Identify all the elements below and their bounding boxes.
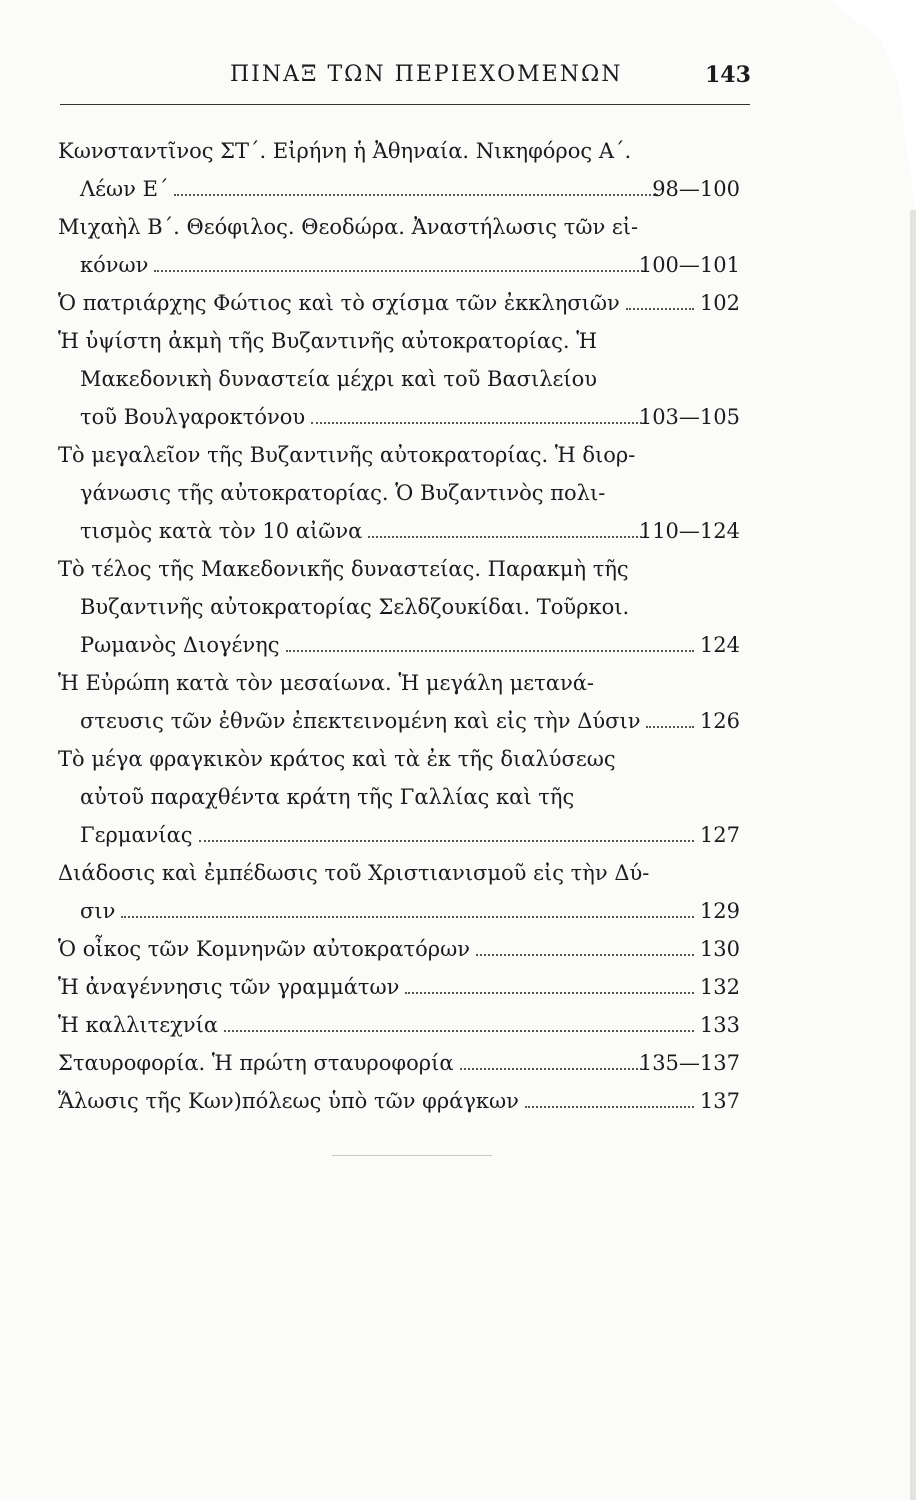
toc-page-ref: 110—124 [638, 519, 740, 543]
toc-line [0, 854, 916, 892]
toc-line [0, 170, 916, 208]
toc-entry [0, 322, 916, 436]
toc-entry [0, 1044, 916, 1082]
toc-entry [0, 208, 916, 284]
toc-page-ref: 132 [699, 975, 740, 999]
toc-entry-text: Τὸ τέλος τῆς Μακεδονικῆς δυναστείας. Παρακμὴ τῆς [58, 557, 629, 581]
toc-line [0, 474, 916, 512]
toc-line [0, 208, 916, 246]
toc-entry [0, 436, 916, 550]
toc-entry-text: Λέων Ε΄ [80, 177, 169, 201]
toc-entry [0, 740, 916, 854]
table-of-contents [0, 132, 916, 1120]
toc-entry-text: στευσις τῶν ἐθνῶν ἐπεκτεινομένη καὶ εἰς τὴν Δύσιν [80, 709, 641, 733]
toc-page-ref: 133 [699, 1013, 740, 1037]
toc-entry-text: τοῦ Βουλγαροκτόνου [80, 405, 306, 429]
toc-page-ref: 127 [699, 823, 740, 847]
toc-line [0, 246, 916, 284]
toc-line [0, 1082, 916, 1120]
toc-page-ref: 130 [699, 937, 740, 961]
dot-leader [311, 422, 646, 424]
dot-leader [154, 270, 646, 272]
toc-entry-text: Ἡ Εὐρώπη κατὰ τὸν μεσαίωνα. Ἡ μεγάλη μετανά- [58, 671, 595, 695]
toc-entry-text: Ἡ ὑψίστη ἀκμὴ τῆς Βυζαντινῆς αὐτοκρατορίας. Ἡ [58, 329, 598, 353]
toc-line [0, 1006, 916, 1044]
toc-line [0, 1044, 916, 1082]
toc-entry [0, 664, 916, 740]
toc-entry-text: Ἡ καλλιτεχνία [58, 1013, 219, 1037]
toc-entry-text: Ρωμανὸς Διογένης [80, 633, 280, 657]
toc-line [0, 702, 916, 740]
toc-line [0, 778, 916, 816]
toc-entry [0, 550, 916, 664]
running-title: ΠΙΝΑΞ ΤΩΝ ΠΕΡΙΕΧΟΜΕΝΩΝ [230, 62, 623, 87]
toc-entry-text: Μιχαὴλ Β΄. Θεόφιλος. Θεοδώρα. Ἀναστήλωσις τῶν εἰ- [58, 215, 639, 239]
toc-line [0, 664, 916, 702]
toc-page-ref: 100—101 [638, 253, 740, 277]
toc-entry-text: τισμὸς κατὰ τὸν 10 αἰῶνα [80, 519, 363, 543]
toc-page-ref: 126 [699, 709, 740, 733]
header-rule [60, 104, 750, 105]
toc-line [0, 550, 916, 588]
toc-page-ref: 98—100 [652, 177, 740, 201]
toc-line [0, 322, 916, 360]
toc-line [0, 360, 916, 398]
toc-entry-text: αὐτοῦ παραχθέντα κράτη τῆς Γαλλίας καὶ τῆς [80, 785, 575, 809]
toc-line [0, 816, 916, 854]
toc-line [0, 132, 916, 170]
toc-page-ref: 103—105 [638, 405, 740, 429]
toc-line [0, 284, 916, 322]
toc-entry-text: Ἅλωσις τῆς Κων)πόλεως ὑπὸ τῶν φράγκων [58, 1089, 519, 1113]
toc-entry-text: Διάδοσις καὶ ἐμπέδωσις τοῦ Χριστιανισμοῦ εἰς τὴν Δύ- [58, 861, 650, 885]
toc-line [0, 512, 916, 550]
toc-entry [0, 132, 916, 208]
toc-entry-text: γάνωσις τῆς αὐτοκρατορίας. Ὁ Βυζαντινὸς πολι- [80, 481, 606, 505]
toc-entry-text: Γερμανίας [80, 823, 193, 847]
toc-page-ref: 137 [699, 1089, 740, 1113]
toc-entry [0, 854, 916, 930]
toc-entry-text: Κωνσταντῖνος ΣΤ΄. Εἰρήνη ἡ Ἀθηναία. Νικηφόρος Α΄. [58, 139, 632, 163]
toc-line [0, 930, 916, 968]
toc-page-ref: 135—137 [638, 1051, 740, 1075]
toc-line [0, 740, 916, 778]
toc-entry-text: Μακεδονικὴ δυναστεία μέχρι καὶ τοῦ Βασιλείου [80, 367, 598, 391]
toc-entry-text: Ὁ πατριάρχης Φώτιος καὶ τὸ σχίσμα τῶν ἐκκλησιῶν [58, 291, 620, 315]
page-number: 143 [705, 62, 751, 88]
toc-line [0, 968, 916, 1006]
page-header [80, 62, 760, 98]
toc-entry [0, 968, 916, 1006]
toc-entry-text: Ἡ ἀναγέννησις τῶν γραμμάτων [58, 975, 400, 999]
toc-entry [0, 930, 916, 968]
toc-line [0, 892, 916, 930]
toc-entry [0, 284, 916, 322]
toc-line [0, 588, 916, 626]
toc-entry-text: Τὸ μεγαλεῖον τῆς Βυζαντινῆς αὐτοκρατορίας. Ἡ διορ- [58, 443, 636, 467]
toc-line [0, 398, 916, 436]
toc-entry [0, 1006, 916, 1044]
toc-page-ref: 129 [699, 899, 740, 923]
toc-entry-text: Σταυροφορία. Ἡ πρώτη σταυροφορία [58, 1051, 454, 1075]
toc-page-ref: 124 [699, 633, 740, 657]
toc-line [0, 626, 916, 664]
toc-entry [0, 1082, 916, 1120]
toc-entry-text: σιν [80, 899, 116, 923]
toc-entry-text: Βυζαντινῆς αὐτοκρατορίας Σελδζουκίδαι. Τοῦρκοι. [80, 595, 630, 619]
dot-leader [174, 194, 658, 196]
toc-entry-text: Τὸ μέγα φραγκικὸν κράτος καὶ τὰ ἐκ τῆς διαλύσεως [58, 747, 616, 771]
toc-page-ref: 102 [699, 291, 740, 315]
toc-entry-text: Ὁ οἶκος τῶν Κομνηνῶν αὐτοκρατόρων [58, 937, 471, 961]
show-through-rule [332, 1155, 492, 1156]
toc-entry-text: κόνων [80, 253, 149, 277]
toc-line [0, 436, 916, 474]
